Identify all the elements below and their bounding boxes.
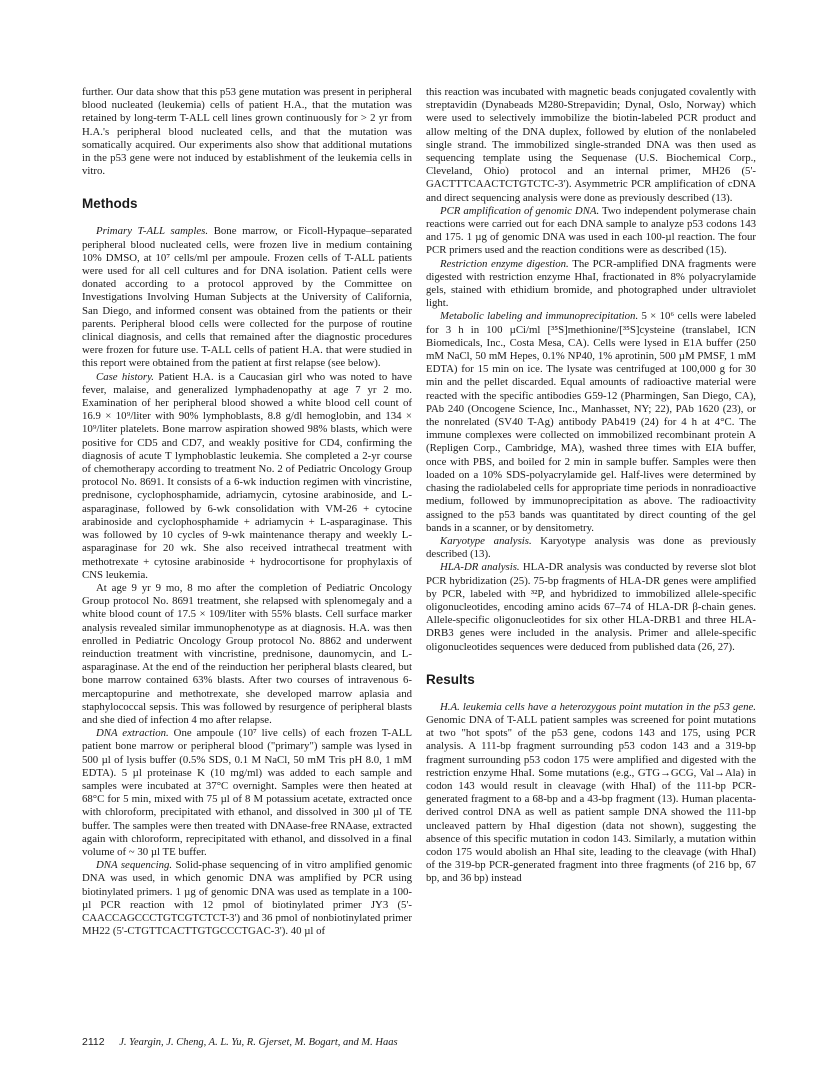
metabolic-paragraph xyxy=(426,310,756,534)
primary-samples-paragraph xyxy=(82,225,412,370)
restriction-text: The PCR-amplified DNA fragments were digested with restriction enzyme HhaI, fractionated in 8% polyacrylamide gels, stained with ethidium bromide, and photographed under ultraviolet light. xyxy=(426,257,756,310)
results-text: Genomic DNA of T-ALL patient samples was screened for point mutations at two "hot spots" of the p53 gene, codons 143 and 175, using PCR analysis. A 111-bp fragment surrounding p53 codon 143 and a 319-bp fragment surrounding p53 codon 175 were amplified and digested with the restriction enzyme HhaI. Some mutations (e.g., GTG→GCG, Val→Ala) in codon 143 would result in cleavage (with HhaI) of the 111-bp PCR-generated fragment to a 68-bp and a 43-bp fragment (13). Human placenta-derived control DNA as well as patient sample DNA showed the 111-bp uncleaved pattern by HhaI digestion (data not shown), suggesting the absence of this specific mutation in codon 143. Similarly, a mutation within codon 175 would abolish an HhaI site, leading to the cleavage (with HhaI) of the 319-bp PCR-generated fragment into three fragments (of 216 bp, 67 bp, and 36 bp) instead xyxy=(426,713,756,885)
hla-title: HLA-DR analysis. xyxy=(440,561,520,574)
dna-extraction-text: One ampoule (10⁷ live cells) of each frozen T-ALL patient bone marrow or peripheral blood ("primary") sample was lysed in 500 µl of lysis buffer (0.5% SDS, 0.1 M NaCl, 50 mM Tris pH 8.0, 1 mM EDTA). 5 µl proteinase K (10 mg/ml) was added to each sample and samples were incubated at 37°C overnight. Samples were then heated at 68°C for 5 min, mixed with 75 µl of 8 M potassium acetate, extracted once with chloroform, precipitated with ethanol, and dissolved in 300 µl of TE buffer. The samples were then treated with DNAase-free RNAase, extracted again with chloroform, reprecipitated with ethanol, and dissolved in a final volume of ~ 30 µl TE buffer. xyxy=(82,727,412,858)
karyotype-text: Karyotype analysis was done as previously described (13). xyxy=(426,534,756,561)
primary-samples-title: Primary T-ALL samples. xyxy=(96,225,209,238)
hla-text: HLA-DR analysis was conducted by reverse slot blot PCR hybridization (25). 75-bp fragments of HLA-DR genes were amplified by PCR, labeled with ³²P, and hybridized to immobilized allele-specific oligonucleotides, encoding amino acids 67–74 of HLA-DR β-chain genes. Allele-specific oligonucleotides for six other HLA-DRB1 and three HLA-DRB3 genes were included in the analysis. Primer and allele-specific oligonucleotides sequences were deduced from published data (26, 27). xyxy=(426,561,757,653)
case-history-paragraph xyxy=(82,371,412,582)
primary-samples-text: Bone marrow, or Ficoll-Hypaque–separated peripheral blood nucleated cells, were frozen live in medium containing 10% DMSO, at 10⁷ cells/ml per ampoule. Frozen cells of T-ALL patients were used for all cell cultures and for DNA isolation. Patient cells were donated according to a protocol approved by the Committee on Investigations Involving Human Subjects at the University of California, San Diego, and informed consent was obtained from the patients or their parents. Peripheral blood cells were collected for the purpose of routine clinical diagnosis, and cells that remained after the diagnostic procedures were frozen for future use. T-ALL cells of patient H.A. that were studied in this report were obtained from the patient at first relapse (see below). xyxy=(82,225,412,370)
restriction-title: Restriction enzyme digestion. xyxy=(440,257,569,270)
intro-paragraph: further. Our data show that this p53 gene mutation was present in peripheral blood nucleated (leukemia) cells of patient H.A., that the mutation was retained by long-term T-ALL cell lines grown continuously for > 2 yr from H.A.'s peripheral blood nucleated cells, and that the mutation was somatically acquired. Our experiments also show that additional mutations in the p53 gene were not induced by establishment of the leukemia cells in vitro. xyxy=(82,86,412,178)
dna-sequencing-title: DNA sequencing. xyxy=(96,859,173,872)
dna-extraction-paragraph xyxy=(82,727,412,859)
dna-sequencing-text: Solid-phase sequencing of in vitro amplified genomic DNA was used, in which genomic DNA was amplified by PCR using biotinylated primers. 1 µg of genomic DNA was used as template in a 100-µl PCR reaction with 12 pmol of biotinylated primer JY3 (5'-CAACCAGCCCTGTCGTCTCT-3') and 36 pmol of nonbiotinylated primer MH22 (5'-CTGTTCACTTGTGCCCTGAC-3'). 40 µl of xyxy=(82,859,412,938)
footer-authors: J. Yeargin, J. Cheng, A. L. Yu, R. Gjerset, M. Bogart, and M. Haas xyxy=(119,1037,398,1048)
case-history-text: Patient H.A. is a Caucasian girl who was noted to have fever, malaise, and generalized lymphadenopathy at age 7 yr 2 mo. Examination of her peripheral blood showed a white blood cell count of 16.9 × 10⁹/liter with 90% lymphoblasts, 8.8 g/dl hemoglobin, and 134 × 10⁹/liter platelets. Bone marrow aspiration showed 98% blasts, which were positive for CD5 and CD7, and weakly positive for CD4, confirming the diagnosis of acute T lymphoblastic leukemia. She completed a 2-yr course of chemotherapy according to treatment No. 2 of Pediatric Oncology Group protocol No. 8691. It consists of a 6-wk induction regimen with vincristine, prednisone, cyclophosphamide, adriamycin, cytosine arabinoside, and L-asparaginase, followed by 6-wk consolidation with VM-26 + cytocine arabinoside and cyclophosphamide + adriamycin + L-asparaginase. This was followed by 10 cycles of 9-wk maintenance therapy and weekly L-asparaginase for 20 wk. She also received intrathecal treatment with methotrexate + cytosine arabinoside + hydrocortisone for prophylaxis of CNS leukemia. xyxy=(82,370,413,581)
page-number: 2112 xyxy=(82,1036,105,1048)
dna-extraction-title: DNA extraction. xyxy=(96,727,169,740)
results-title: H.A. leukemia cells have a heterozygous point mutation in the p53 gene. xyxy=(440,700,756,713)
sequencing-continued-paragraph: this reaction was incubated with magnetic beads conjugated covalently with streptavidin (Dynabeads M280-Strepavidin; Dynal, Oslo, Norway) which were used to selectively immobilize the biotin-labeled PCR product and allow melting of the DNA duplex, followed by elution of the nonlabeled single strand. The immobilized single-stranded DNA was then used as sequencing template using the Sequenase (U.S. Biochemical Corp., Cleveland, Ohio) protocol and an internal primer, MH26 (5'-GACTTTCAACTCTGTCTC-3'). Asymmetric PCR amplification of cDNA and direct sequencing analysis were done as previously described (13). xyxy=(426,86,756,204)
pcr-title: PCR amplification of genomic DNA. xyxy=(440,204,600,217)
results-heading: Results xyxy=(426,671,475,687)
dna-sequencing-paragraph xyxy=(82,859,412,938)
right-column xyxy=(426,86,756,886)
karyotype-title: Karyotype analysis. xyxy=(440,534,532,547)
restriction-paragraph xyxy=(426,258,756,311)
relapse-paragraph: At age 9 yr 9 mo, 8 mo after the completion of Pediatric Oncology Group protocol No. 8691 treatment, she relapsed with splenomegaly and a white blood count of 17.5 × 109/liter with 55% blasts. Cell surface marker analysis revealed similar immunophenotype as at diagnosis. H.A. was then enrolled in Pediatric Oncology Group protocol No. 8862 and underwent reinduction treatment with vincristine, prednisone, daunomycin, and L-asparaginase. At the end of the reinduction her peripheral blasts cleared, but bone marrow contained 63% blasts. After two courses of intravenous 6-mercaptopurine and methotrexate, she developed marrow aplasia and staphylococcal sepsis. This was followed by resurgence of peripheral blasts and she died of infection 4 mo after relapse. xyxy=(82,581,412,726)
case-history-title: Case history. xyxy=(96,370,155,383)
hla-paragraph xyxy=(426,561,756,653)
karyotype-paragraph xyxy=(426,535,756,561)
metabolic-title: Metabolic labeling and immunoprecipitation. xyxy=(440,310,639,323)
page-footer xyxy=(82,1036,398,1048)
metabolic-text: 5 × 10⁶ cells were labeled for 3 h in 100 µCi/ml [³⁵S]methionine/[³⁵S]cysteine (translabel, ICN Biomedicals, Inc., Costa Mesa, CA). Cells were lysed in E1A buffer (250 mM NaCl, 50 mM Hepes, 0.1% NP40, 1% aprotinin, 500 µM PMSF, 1 mM EDTA) for 15 min on ice. The lysate was centrifuged at 100,000 g for 30 min and the pellet discarded. Equal amounts of radioactive material were reacted with the specific antibodies G59-12 (Pharmingen, San Diego, CA), PAb 240 (Oncogene Science, Inc., Manhasset, NY; 22), PAb 1620 (23), or the nonrelated (SV40 T-Ag) antibody PAb419 (24) for 4 h at 4°C. The immune complexes were collected on immobilized recombinant protein A (Repligen Corp., Cambridge, MA), washed three times with EIA buffer, once with PBS, and boiled for 2 min in sample buffer. Samples were then loaded on a 10% SDS-polyacrylamide gel. Half-lives were determined by chasing the radiolabeled cells for appropriate time periods in nonradioactive medium, followed by immunoprecipitation as above. The radioactivity assigned to the p53 bands was quantitated by direct counting of the gel bands in a scanner, or by densitometry. xyxy=(426,310,756,534)
results-paragraph xyxy=(426,701,756,886)
methods-heading: Methods xyxy=(82,196,138,212)
left-column xyxy=(82,86,412,938)
pcr-text: Two independent polymerase chain reactions were carried out for each DNA sample to analyze p53 codons 143 and 175. 1 µg of genomic DNA was used in each 100-µl reaction. The four PCR primers used and the reaction conditions were as described (15). xyxy=(426,204,756,257)
pcr-paragraph xyxy=(426,205,756,258)
